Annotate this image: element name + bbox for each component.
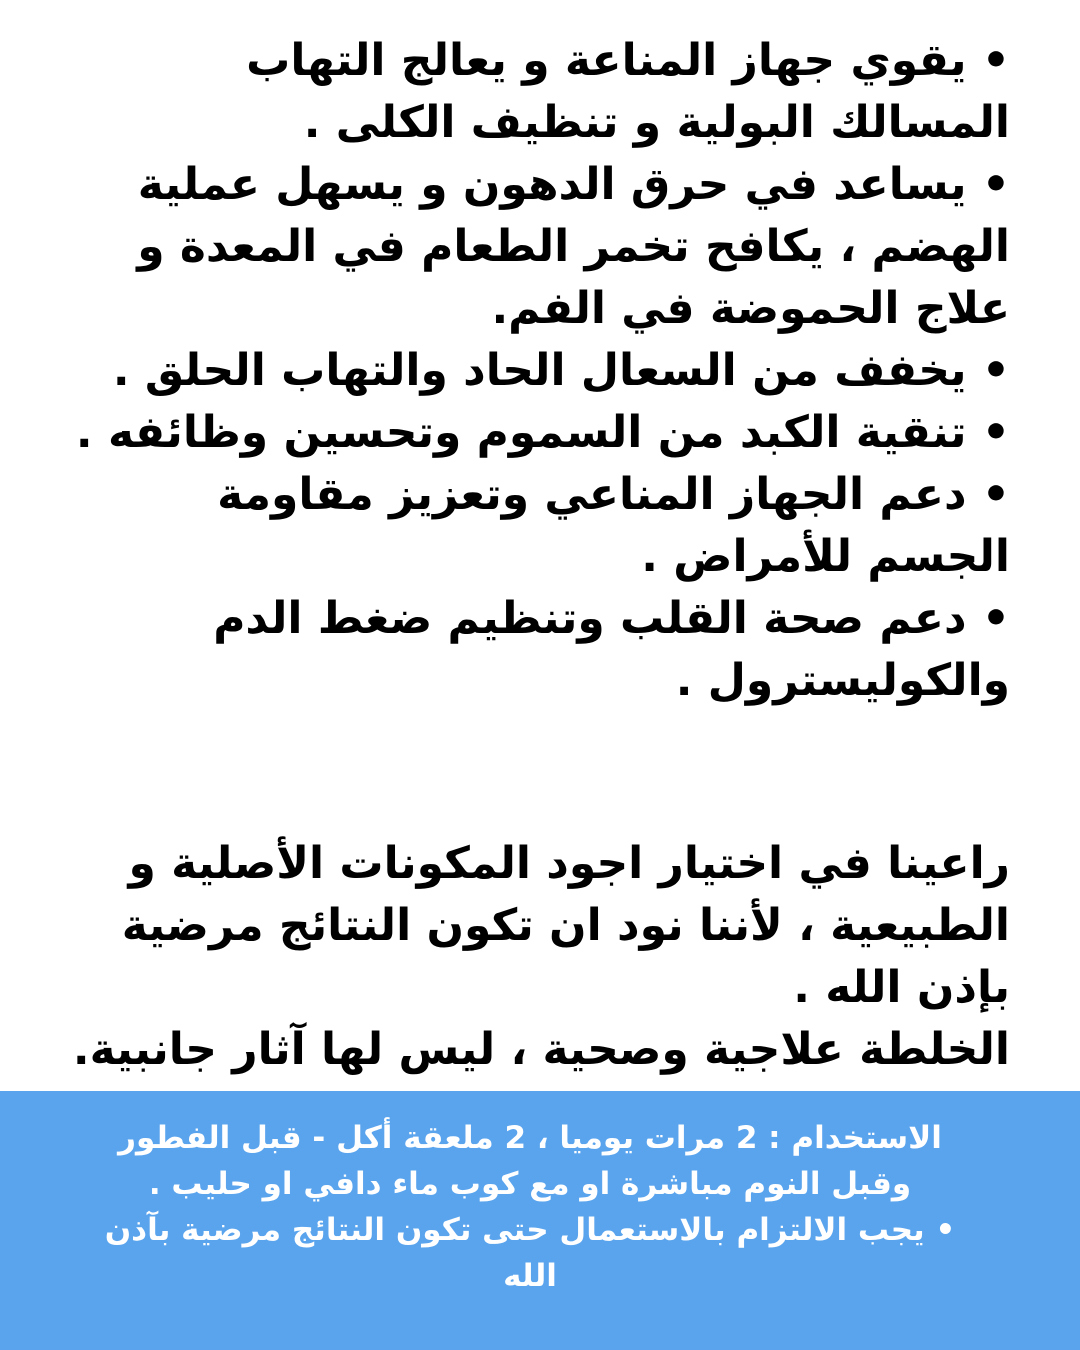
benefit-item — [65, 340, 1010, 402]
bullet-icon: • — [981, 159, 1010, 210]
usage-commitment: • يجب الالتزام بالاستعمال حتى تكون النتائج مرضية بآذن الله — [104, 1212, 956, 1294]
benefit-text: يساعد في حرق الدهون و يسهل عملية الهضم ، يكافح تخمر الطعام في المعدة و علاج الحموضة في الفم. — [137, 159, 1010, 334]
usage-instructions: الاستخدام : 2 مرات يوميا ، 2 ملعقة أكل - قبل الفطور وقبل النوم مباشرة او مع كوب ماء دافي او حليب . — [118, 1120, 942, 1202]
bullet-icon: • — [981, 407, 1010, 458]
benefit-text: دعم صحة القلب وتنظيم ضغط الدم والكوليسترول . — [213, 593, 1010, 706]
benefit-item — [65, 154, 1010, 340]
benefit-text: تنقية الكبد من السموم وتحسين وظائفه . — [75, 407, 967, 458]
side-effects-statement: الخلطة علاجية وصحية ، ليس لها آثار جانبية. — [72, 1024, 1010, 1075]
benefits-list — [65, 30, 1010, 712]
benefit-text: يخفف من السعال الحاد والتهاب الحلق . — [112, 345, 967, 396]
bullet-icon: • — [981, 345, 1010, 396]
ingredients-note — [65, 833, 1010, 1081]
benefit-text: يقوي جهاز المناعة و يعالج التهاب المسالك البولية و تنظيف الكلى . — [246, 35, 1010, 148]
bullet-icon: • — [981, 35, 1010, 86]
usage-banner — [0, 1091, 1080, 1350]
benefit-text: دعم الجهاز المناعي وتعزيز مقاومة الجسم للأمراض . — [217, 469, 1010, 582]
benefit-item — [65, 30, 1010, 154]
benefit-item — [65, 402, 1010, 464]
bullet-icon: • — [981, 469, 1010, 520]
benefit-item — [65, 464, 1010, 588]
benefit-item — [65, 588, 1010, 712]
bullet-icon: • — [981, 593, 1010, 644]
ingredients-paragraph: راعينا في اختيار اجود المكونات الأصلية و الطبيعية ، لأننا نود ان تكون النتائج مرضية بإذن الله . — [121, 838, 1010, 1013]
